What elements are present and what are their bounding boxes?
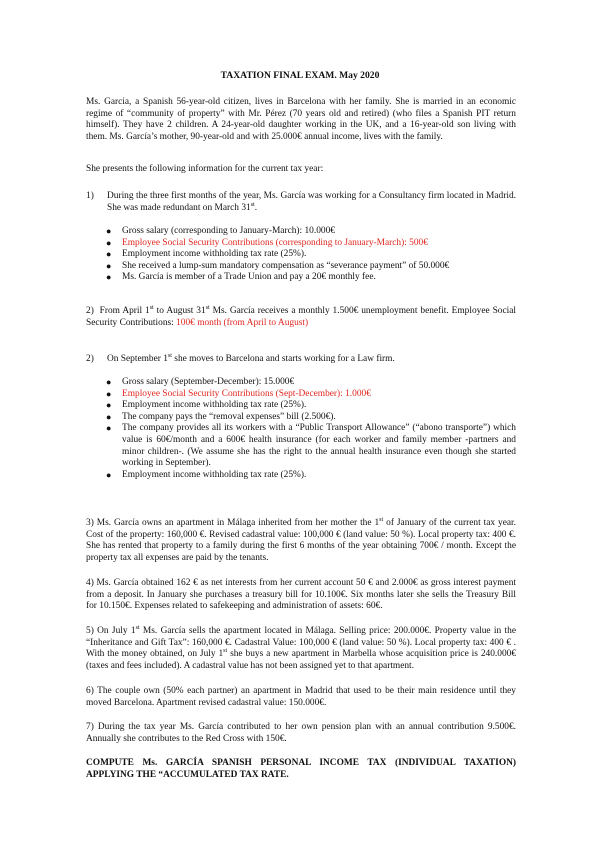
bullet-icon: ● xyxy=(106,249,112,260)
bullet-icon: ● xyxy=(106,469,112,480)
section-2a-red-text: 100€ month (from April to August) xyxy=(176,317,309,328)
section-3-paragraph: 3) Ms. García owns an apartment in Málaga inherited from her mother the 1st of January of the current tax year. Cost of the property: 160,000 €. Revised cadastral value: 100,000 € (land value: 50 %). Local property tax: 400 €. She has rented that property to a family during the first 6 months of the year obtaining 700€ / month. Except the property tax all expenses are paid by the tenants. xyxy=(86,516,516,563)
list-item: ● Employee Social Security Contributions (corresponding to January-March): 500€ xyxy=(106,237,428,248)
list-item: ● Gross salary (corresponding to January-March): 10.000€ xyxy=(106,226,335,236)
section-1-number: 1) xyxy=(86,191,94,201)
bullet-icon: ● xyxy=(106,272,112,283)
section-2b-text: On September 1st she moves to Barcelona and starts working for a Law firm. xyxy=(107,352,395,364)
bullet-icon: ● xyxy=(106,388,112,399)
section-1-bullets xyxy=(106,226,516,284)
bullet-icon: ● xyxy=(106,423,112,434)
list-item: ● Employment income withholding tax rate (25%). xyxy=(106,249,307,260)
section-1-text-b: . xyxy=(254,202,258,213)
section-1-text xyxy=(107,191,516,214)
list-item: ● Gross salary (September-December): 15.000€ xyxy=(106,377,295,387)
intro-paragraph: Ms. Garcia, a Spanish 56-year-old citizen, lives in Barcelona with her family. She is married in an economic regime of “community of property” with Mr. Pérez (70 years old and retired) (who files a Spanish PIT return himself). They have 2 children. A 24-year-old daughter working in the UK, and a 16-year-old son living with them. Ms. García’s mother, 90-year-old and with 25.000€ annual income, lives with the family. xyxy=(86,97,516,142)
bullet-icon: ● xyxy=(106,260,112,271)
section-6-paragraph: 6) The couple own (50% each partner) an apartment in Madrid that used to be their main residence until they moved Barcelona. Apartment revised cadastral value: 150.000€. xyxy=(86,686,516,708)
section-5-paragraph: 5) On July 1st Ms. García sells the apartment located in Málaga. Selling price: 200.000€. Property value in the “Inheritance and Gift Tax”: 160,000 €. Cadastral Value: 100,000 € (land value: 50 %). Local property tax: 400 € . With the money obtained, on July 1st she buys a new apartment in Marbella whose acquisition price is 240.000€ (taxes and fees included). A cadastral value has not been assigned yet to that apartment. xyxy=(86,624,517,671)
section-1-text-a: During the three first months of the year, Ms. García was working for a Consultancy firm located in Madrid. She was made redundant on March 31 xyxy=(107,191,516,213)
bullet-icon: ● xyxy=(106,226,112,236)
section-2b-number: 2) xyxy=(86,354,94,364)
list-item: ● Employee Social Security Contributions (Sept-December): 1.000€ xyxy=(106,388,371,399)
section-4-paragraph: 4) Ms. García obtained 162 € as net interests from her current account 50 € and 2.000€ as gross interest payment from a deposit. In January she purchases a treasury bill for 10.100€. Six months later she sells the Treasury Bill for 10.150€. Expenses related to safekeeping and administration of assets: 60€. xyxy=(86,578,516,612)
presents-line: She presents the following information for the current tax year: xyxy=(86,164,324,174)
section-1-sup: st xyxy=(250,201,255,208)
section-2b-bullets xyxy=(106,377,516,481)
bullet-icon: ● xyxy=(106,237,112,248)
compute-instruction: COMPUTE Ms. GARCÍA SPANISH PERSONAL INCOME TAX (INDIVIDUAL TAXATION) APPLYING THE “ACCUMULATED TAX RATE. xyxy=(86,758,516,780)
list-item: ● The company provides all its workers with a “Public Transport Allowance” (“abono transporte”) which value is 60€/month and a 600€ health insurance (for each worker and family member -partners and minor children-. (We assume she has the right to the annual health insurance even though she started working in September). xyxy=(106,423,516,469)
section-2a-paragraph: 2) From April 1st to August 31st Ms. García receives a monthly 1.500€ unemployment benefit. Employee Social Security Contributions: 100€ month (from April to August) xyxy=(86,304,517,328)
section-1-heading xyxy=(86,191,516,214)
bullet-icon: ● xyxy=(106,400,112,411)
section-2b-heading xyxy=(86,354,516,366)
list-item: ● Ms. García is member of a Trade Union and pay a 20€ monthly fee. xyxy=(106,272,376,283)
exam-title: TAXATION FINAL EXAM. May 2020 xyxy=(220,70,380,81)
list-item: ● She received a lump-sum mandatory compensation as “severance payment” of 50.000€ xyxy=(106,260,450,271)
list-item: ● Employment income withholding tax rate (25%). xyxy=(106,469,307,480)
list-item: ● Employment income withholding tax rate (25%). xyxy=(106,400,307,411)
section-7-paragraph: 7) During the tax year Ms. García contributed to her own pension plan with an annual contribution 9.500€. Annually she contributes to the Red Cross with 150€. xyxy=(86,722,516,744)
list-item: ● The company pays the “removal expenses” bill (2.500€). xyxy=(106,411,336,422)
bullet-icon: ● xyxy=(106,377,112,387)
bullet-icon: ● xyxy=(106,411,112,422)
